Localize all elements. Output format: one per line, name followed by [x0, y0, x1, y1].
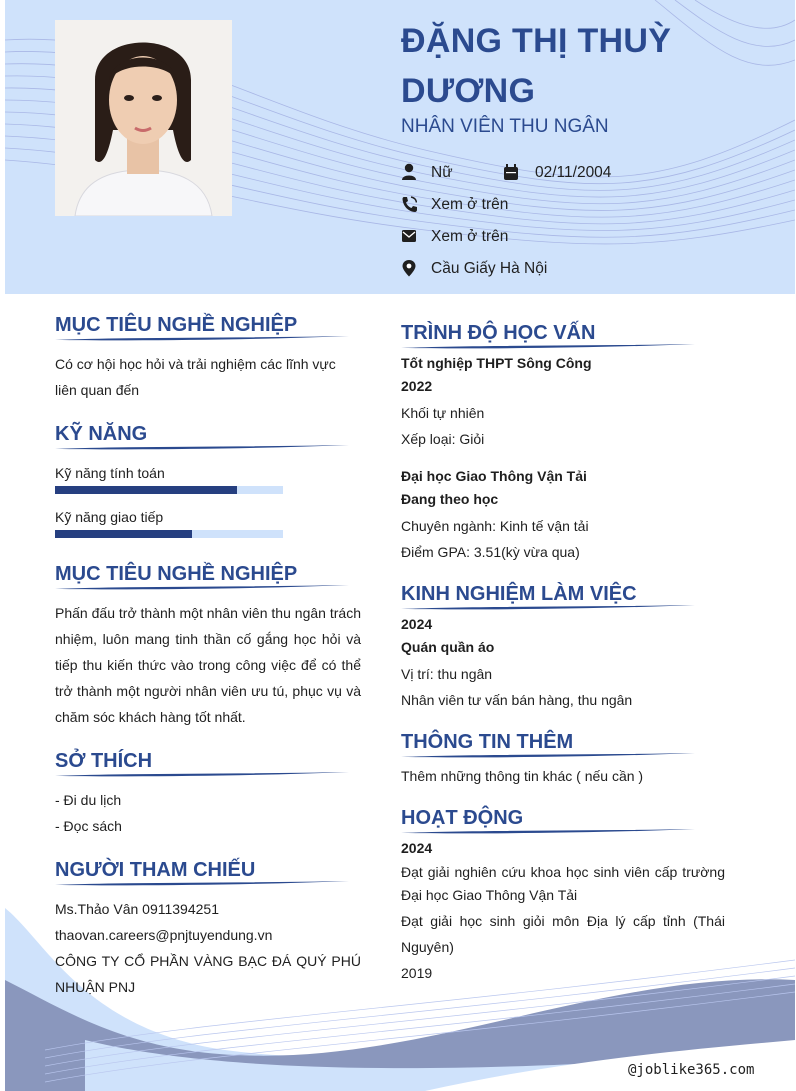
- education-detail: Xếp loại: Giỏi: [401, 431, 485, 447]
- candidate-name: ĐẶNG THỊ THUỲ DƯƠNG: [401, 22, 672, 110]
- skill-label: Kỹ năng giao tiếp: [55, 509, 164, 525]
- gender-value: Nữ: [431, 164, 453, 181]
- skills-underline: [55, 444, 351, 452]
- experience-underline: [401, 604, 697, 612]
- hobbies-underline: [55, 771, 351, 779]
- education-underline: [401, 343, 697, 351]
- objective2-text: Phấn đấu trở thành một nhân viên thu ngân trách nhiệm, luôn mang tinh thần cố gắng học hỏi và tiếp thu kiến thức vào trong công việc để có thể trở thành một người nhân viên ưu tú, phục vụ và chăm sóc khách hàng tốt nhất.: [55, 605, 361, 725]
- objective-underline: [55, 335, 351, 343]
- phone-value: Xem ở trên: [431, 196, 509, 213]
- references-title: NGƯỜI THAM CHIẾU: [55, 859, 256, 881]
- extra-text: Thêm những thông tin khác ( nếu cần ): [401, 768, 644, 784]
- activities-title: HOẠT ĐỘNG: [401, 807, 524, 829]
- education-detail: Khối tự nhiên: [401, 405, 485, 421]
- extra-title: THÔNG TIN THÊM: [401, 731, 574, 753]
- reference-company: CÔNG TY CỔ PHẦN VÀNG BẠC ĐÁ QUÝ PHÚ NHUẬN PNJ: [55, 953, 361, 995]
- education-period: 2022: [401, 378, 433, 394]
- envelope-icon: [401, 227, 417, 245]
- activity-item: Đạt giải học sinh giỏi môn Địa lý cấp tỉnh (Thái Nguyên): [401, 913, 725, 955]
- calendar-icon: [503, 163, 519, 181]
- hobby-item: - Đi du lịch: [55, 792, 122, 808]
- activity-item: Đạt giải nghiên cứu khoa học sinh viên cấp trường Đại học Giao Thông Vận Tải: [401, 864, 725, 903]
- objective2-title: MỤC TIÊU NGHỀ NGHIỆP: [55, 563, 298, 585]
- resume-page: [5, 0, 795, 1091]
- skill-label: Kỹ năng tính toán: [55, 465, 165, 481]
- skill-bar: [55, 530, 283, 538]
- phone-icon: [401, 195, 417, 213]
- skill-bar-fill: [55, 486, 237, 494]
- experience-description: Nhân viên tư vấn bán hàng, thu ngân: [401, 692, 633, 708]
- reference-email: thaovan.careers@pnjtuyendung.vn: [55, 927, 273, 943]
- objective-title: MỤC TIÊU NGHỀ NGHIỆP: [55, 314, 298, 336]
- experience-company: Quán quần áo: [401, 639, 495, 655]
- address-value: Cầu Giấy Hà Nội: [431, 260, 548, 277]
- hobbies-title: SỞ THÍCH: [55, 750, 153, 772]
- activities-year: 2019: [401, 965, 433, 981]
- education-school: Đại học Giao Thông Vận Tải: [401, 468, 587, 484]
- job-title: NHÂN VIÊN THU NGÂN: [401, 116, 609, 137]
- skills-title: KỸ NĂNG: [55, 423, 148, 445]
- references-underline: [55, 880, 351, 888]
- skill-bar: [55, 486, 283, 494]
- experience-year: 2024: [401, 616, 433, 632]
- map-pin-icon: [401, 259, 417, 277]
- education-detail: Chuyên ngành: Kinh tế vận tải: [401, 518, 589, 534]
- extra-underline: [401, 752, 697, 760]
- objective2-underline: [55, 584, 351, 592]
- watermark: @joblike365.com: [628, 1062, 755, 1078]
- profile-photo: [55, 20, 232, 216]
- experience-title: KINH NGHIỆM LÀM VIỆC: [401, 583, 637, 605]
- portrait-image: [55, 20, 232, 216]
- education-school: Tốt nghiệp THPT Sông Công: [401, 355, 592, 371]
- person-icon: [401, 163, 417, 181]
- activities-year: 2024: [401, 840, 433, 856]
- education-detail: Điểm GPA: 3.51(kỳ vừa qua): [401, 544, 580, 560]
- skill-bar-fill: [55, 530, 192, 538]
- objective-text: Có cơ hội học hỏi và trải nghiệm các lĩnh vực liên quan đến: [55, 356, 336, 398]
- activities-underline: [401, 828, 697, 836]
- education-title: TRÌNH ĐỘ HỌC VẤN: [401, 322, 596, 344]
- education-period: Đang theo học: [401, 491, 499, 507]
- email-value: Xem ở trên: [431, 228, 509, 245]
- experience-position: Vị trí: thu ngân: [401, 666, 493, 682]
- birthdate-value: 02/11/2004: [535, 164, 612, 181]
- reference-contact: Ms.Thảo Vân 0911394251: [55, 901, 219, 917]
- hobby-item: - Đọc sách: [55, 818, 122, 834]
